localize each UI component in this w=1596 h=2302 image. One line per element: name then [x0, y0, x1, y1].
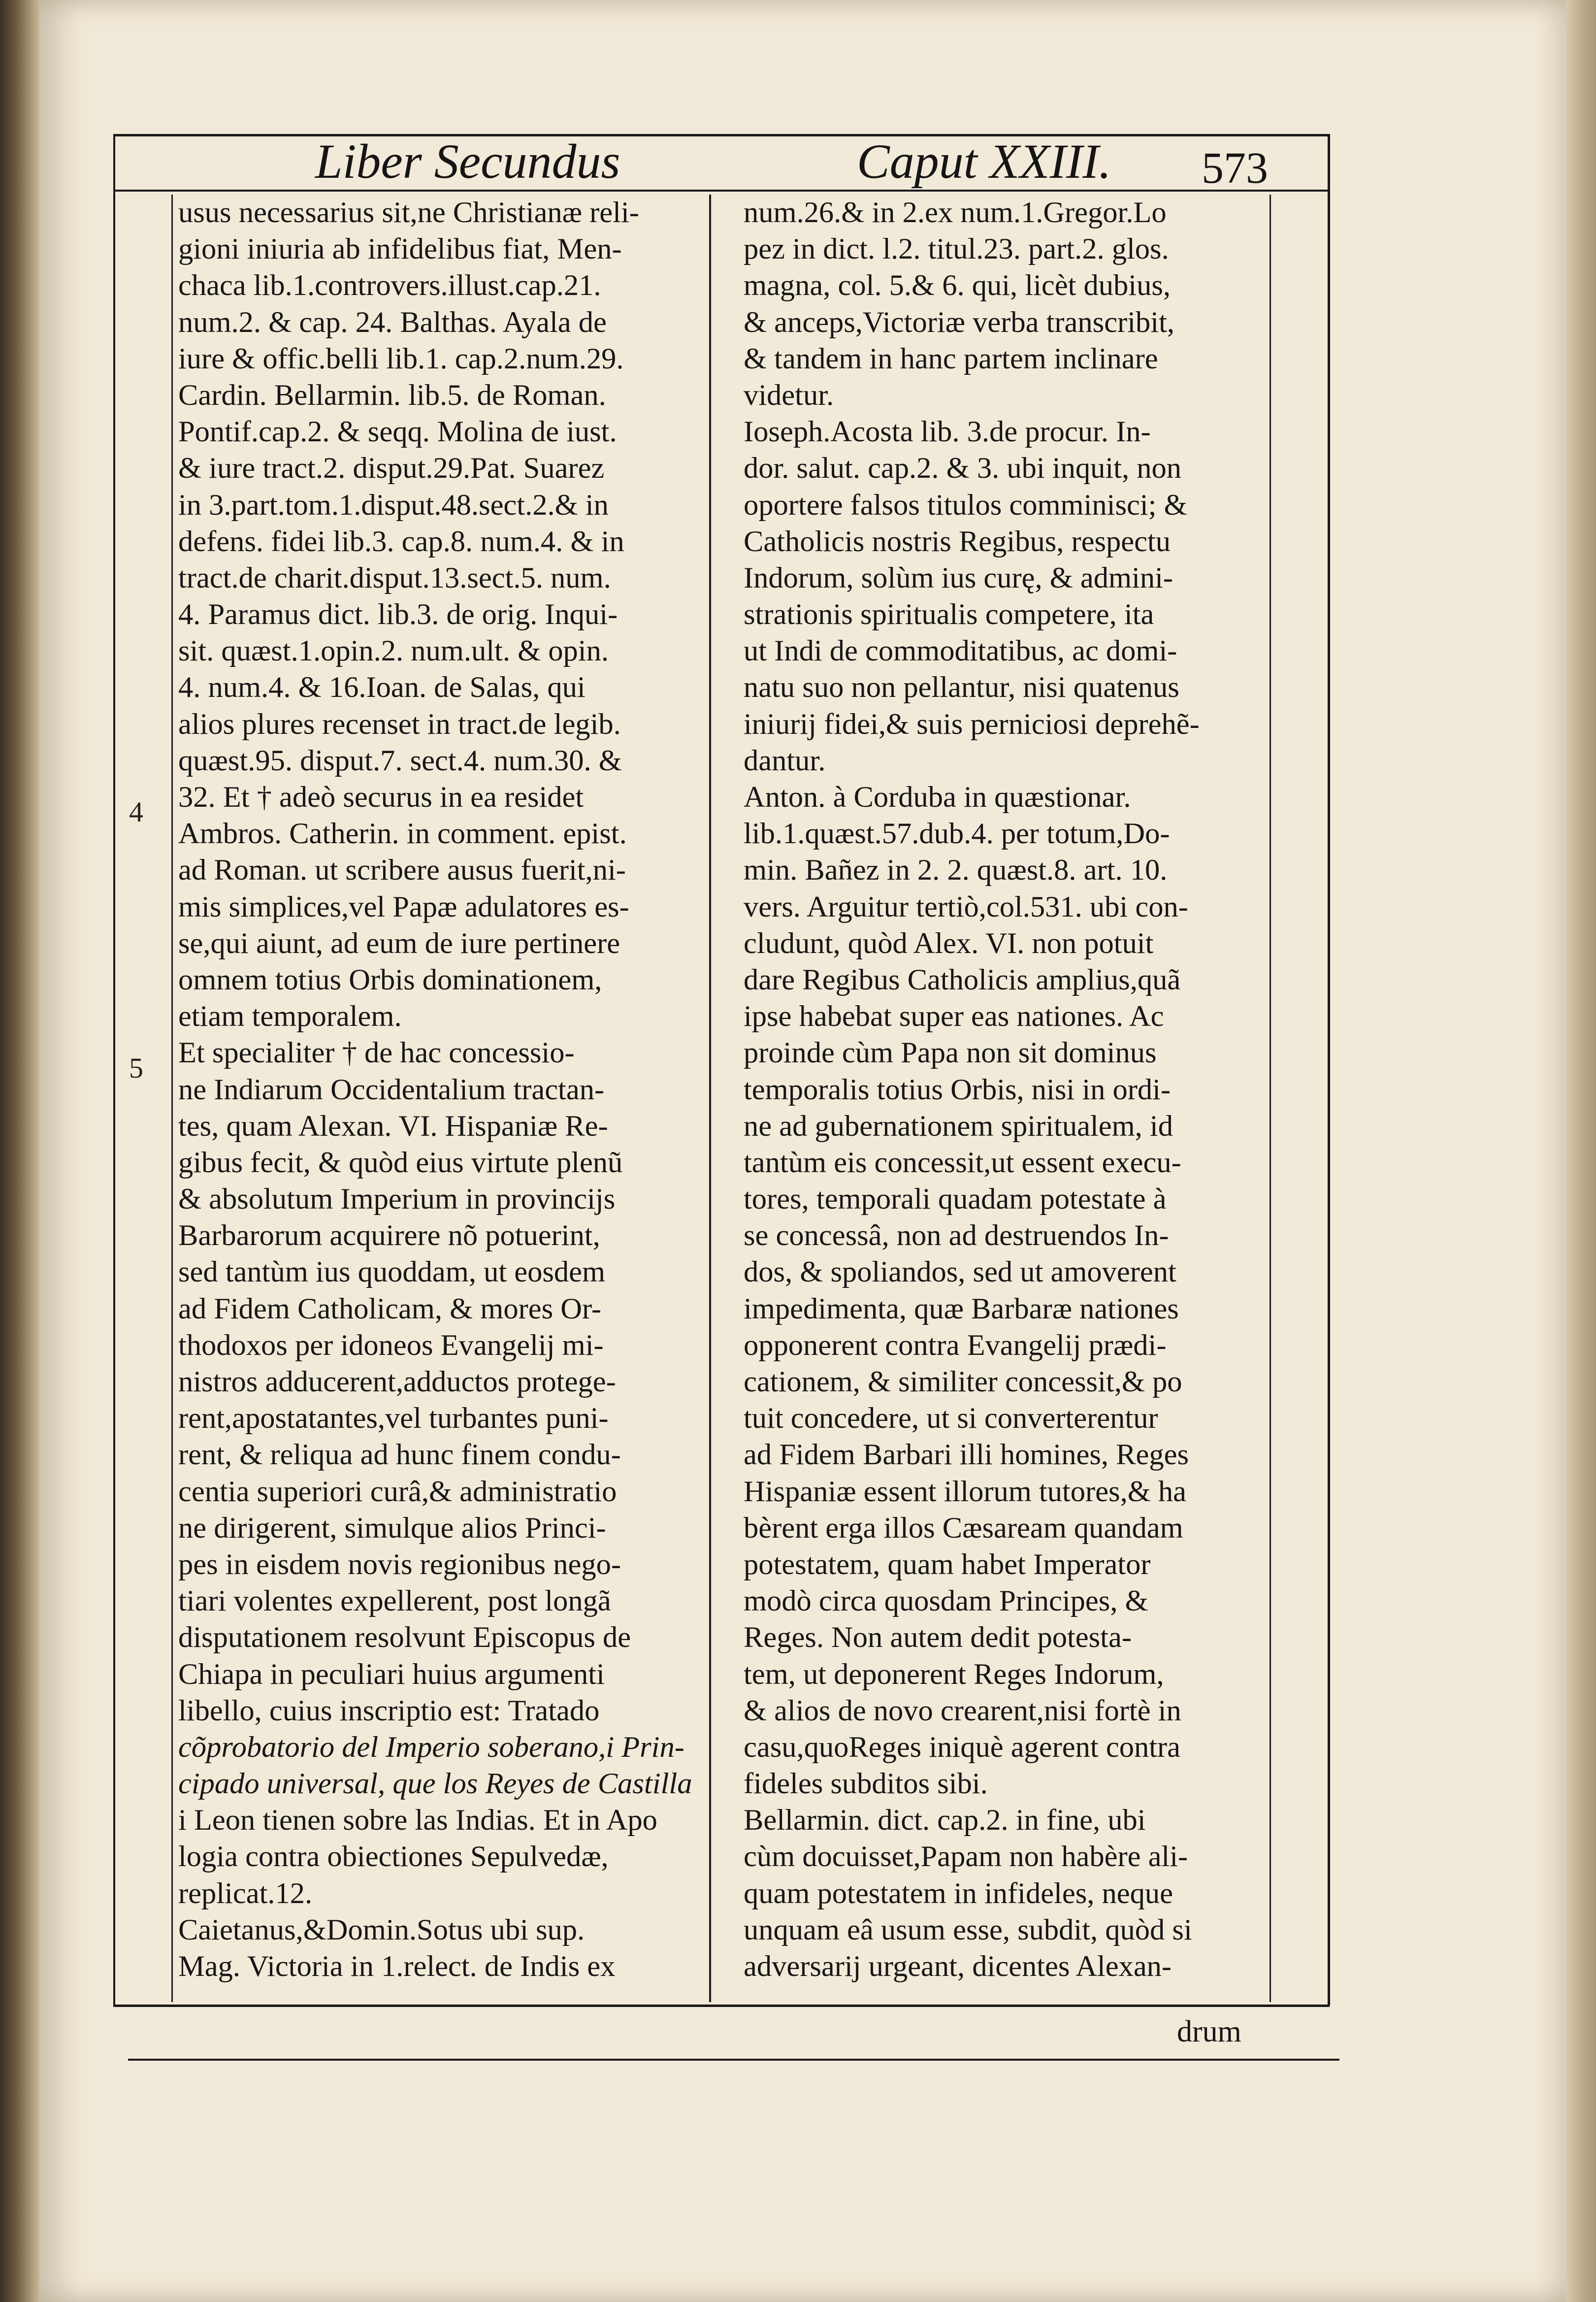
- text-line: natu suo non pellantur, nisi quatenus: [744, 671, 1179, 704]
- text-line: mis simplices,vel Papæ adulatores es-: [178, 890, 629, 923]
- text-line: cationem, & similiter concessit,& po: [744, 1365, 1182, 1398]
- text-line: tuit concedere, ut si converterentur: [744, 1402, 1158, 1435]
- book-gutter: [0, 0, 39, 2302]
- text-line: Reges. Non autem dedit potesta-: [744, 1621, 1132, 1654]
- text-line: bèrent erga illos Cæsaream quandam: [744, 1511, 1183, 1545]
- text-line: Cardin. Bellarmin. lib.5. de Roman.: [178, 378, 606, 412]
- text-line: omnem totius Orbis dominationem,: [178, 963, 602, 996]
- text-line: quam potestatem in infideles, neque: [744, 1876, 1173, 1910]
- text-line: tract.de charit.disput.13.sect.5. num.: [178, 561, 611, 594]
- text-line: tes, quam Alexan. VI. Hispaniæ Re-: [178, 1109, 608, 1143]
- text-line: i Leon tienen sobre las Indias. Et in Apo: [178, 1804, 657, 1837]
- text-line: disputationem resolvunt Episcopus de: [178, 1621, 631, 1654]
- text-line: chaca lib.1.controvers.illust.cap.21.: [178, 269, 601, 302]
- text-line: num.2. & cap. 24. Balthas. Ayala de: [178, 305, 607, 339]
- text-line: dantur.: [744, 744, 826, 777]
- text-line: Caietanus,&Domin.Sotus ubi sup.: [178, 1913, 585, 1946]
- text-line: impedimenta, quæ Barbaræ nationes: [744, 1292, 1179, 1325]
- header-rule: [113, 190, 1330, 192]
- text-line: ut Indi de commoditatibus, ac domi-: [744, 634, 1177, 668]
- text-line: dos, & spoliandos, sed ut amoverent: [744, 1255, 1176, 1289]
- text-line: nistros adducerent,adductos protege-: [178, 1365, 616, 1398]
- text-line: ne Indiarum Occidentalium tractan-: [178, 1073, 605, 1106]
- text-line: unquam eâ usum esse, subdit, quòd si: [744, 1913, 1192, 1946]
- text-line: Chiapa in peculiari huius argumenti: [178, 1657, 605, 1691]
- text-line: min. Bañez in 2. 2. quæst.8. art. 10.: [744, 854, 1168, 887]
- text-line: lib.1.quæst.57.dub.4. per totum,Do-: [744, 817, 1170, 851]
- text-line: tores, temporali quadam potestate à: [744, 1183, 1167, 1216]
- text-line: Ambros. Catherin. in comment. epist.: [178, 817, 627, 851]
- text-line: 4. Paramus dict. lib.3. de orig. Inqui-: [178, 598, 618, 631]
- page-number: 573: [1202, 144, 1268, 193]
- text-line: ad Roman. ut scribere ausus fuerit,ni-: [178, 854, 626, 887]
- text-line: oportere falsos titulos comminisci; &: [744, 488, 1187, 522]
- text-line: se concessâ, non ad destruendos In-: [744, 1219, 1169, 1252]
- text-line: se,qui aiunt, ad eum de iure pertinere: [178, 926, 620, 960]
- text-line: casu,quoReges iniquè agerent contra: [744, 1730, 1180, 1764]
- text-line: adversarij urgeant, dicentes Alexan-: [744, 1950, 1172, 1983]
- text-line: cludunt, quòd Alex. VI. non potuit: [744, 926, 1154, 960]
- text-line: dor. salut. cap.2. & 3. ubi inquit, non: [744, 452, 1181, 485]
- text-line: 4. num.4. & 16.Ioan. de Salas, qui: [178, 671, 586, 704]
- text-line: ipse habebat super eas nationes. Ac: [744, 1000, 1164, 1033]
- text-line: replicat.12.: [178, 1876, 313, 1910]
- text-line: fideles subditos sibi.: [744, 1767, 988, 1801]
- text-line: logia contra obiectiones Sepulvedæ,: [178, 1840, 609, 1874]
- text-line: defens. fidei lib.3. cap.8. num.4. & in: [178, 525, 624, 558]
- left-column-inner-rule: [171, 195, 173, 2002]
- text-line: magna, col. 5.& 6. qui, licèt dubius,: [744, 269, 1171, 302]
- foot-rule: [128, 2059, 1339, 2061]
- text-line: Pontif.cap.2. & seqq. Molina de iust.: [178, 415, 617, 449]
- margin-note-4: 4: [129, 796, 143, 828]
- text-line: quæst.95. disput.7. sect.4. num.30. &: [178, 744, 622, 777]
- text-line: cipado universal, que los Reyes de Castilla: [178, 1767, 692, 1801]
- text-line: & absolutum Imperium in provincijs: [178, 1183, 616, 1216]
- left-frame-rule: [113, 134, 115, 2006]
- text-line: etiam temporalem.: [178, 1000, 402, 1033]
- text-line: tantùm eis concessit,ut essent execu-: [744, 1146, 1181, 1179]
- text-line: Catholicis nostris Regibus, respectu: [744, 525, 1171, 558]
- text-line: opponerent contra Evangelij prædi-: [744, 1328, 1167, 1362]
- text-line: ad Fidem Catholicam, & mores Or-: [178, 1292, 602, 1325]
- text-line: & alios de novo crearent,nisi fortè in: [744, 1694, 1181, 1727]
- text-line: cùm docuisset,Papam non habère ali-: [744, 1840, 1188, 1874]
- text-line: tem, ut deponerent Reges Indorum,: [744, 1657, 1164, 1691]
- text-line: Et specialiter † de hac concessio-: [178, 1036, 575, 1070]
- margin-note-5: 5: [129, 1052, 143, 1084]
- text-line: Anton. à Corduba in quæstionar.: [744, 781, 1131, 814]
- text-line: dare Regibus Catholicis amplius,quã: [744, 963, 1181, 996]
- text-line: usus necessarius sit,ne Christianæ reli-: [178, 196, 639, 229]
- left-text-column: [178, 195, 695, 1985]
- text-line: Mag. Victoria in 1.relect. de Indis ex: [178, 1950, 616, 1983]
- running-title-left: Liber Secundus: [315, 134, 620, 189]
- text-line: sit. quæst.1.opin.2. num.ult. & opin.: [178, 634, 609, 668]
- text-line: temporalis totius Orbis, nisi in ordi-: [744, 1073, 1171, 1106]
- text-line: gioni iniuria ab infidelibus fiat, Men-: [178, 232, 622, 266]
- bottom-rule: [113, 2005, 1330, 2007]
- text-line: Bellarmin. dict. cap.2. in fine, ubi: [744, 1804, 1146, 1837]
- page-edge: [1566, 0, 1596, 2302]
- catchword: drum: [1177, 2015, 1241, 2048]
- text-line: modò circa quosdam Principes, &: [744, 1584, 1148, 1618]
- text-line: pez in dict. l.2. titul.23. part.2. glos.: [744, 232, 1169, 266]
- text-line: Ioseph.Acosta lib. 3.de procur. In-: [744, 415, 1151, 449]
- text-line: & iure tract.2. disput.29.Pat. Suarez: [178, 452, 605, 485]
- text-line: iniurij fidei,& suis perniciosi deprehẽ-: [744, 707, 1200, 741]
- text-line: num.26.& in 2.ex num.1.Gregor.Lo: [744, 196, 1167, 229]
- text-line: tiari volentes expellerent, post longã: [178, 1584, 611, 1618]
- text-line: potestatem, quam habet Imperator: [744, 1547, 1151, 1581]
- right-column-inner-rule: [1270, 195, 1271, 2002]
- text-line: vers. Arguitur tertiò,col.531. ubi con-: [744, 890, 1188, 923]
- text-line: ne ad gubernationem spiritualem, id: [744, 1109, 1173, 1143]
- text-line: libello, cuius inscriptio est: Tratado: [178, 1694, 600, 1727]
- text-line: videtur.: [744, 378, 834, 412]
- text-line: & tandem in hanc partem inclinare: [744, 342, 1158, 375]
- text-line: thodoxos per idoneos Evangelij mi-: [178, 1328, 604, 1362]
- text-line: ne dirigerent, simulque alios Princi-: [178, 1511, 606, 1545]
- column-divider-rule: [709, 195, 711, 2002]
- text-line: rent, & reliqua ad hunc finem condu-: [178, 1438, 621, 1472]
- text-line: centia superiori curâ,& administratio: [178, 1475, 617, 1508]
- text-line: & anceps,Victoriæ verba transcribit,: [744, 305, 1175, 339]
- text-line: strationis spiritualis competere, ita: [744, 598, 1154, 631]
- text-line: proinde cùm Papa non sit dominus: [744, 1036, 1157, 1070]
- text-line: ad Fidem Barbari illi homines, Reges: [744, 1438, 1189, 1472]
- text-line: Barbarorum acquirere nõ potuerint,: [178, 1219, 600, 1252]
- right-frame-rule: [1328, 134, 1330, 2006]
- text-line: in 3.part.tom.1.disput.48.sect.2.& in: [178, 488, 609, 522]
- text-line: gibus fecit, & quòd eius virtute plenũ: [178, 1146, 623, 1179]
- text-line: cõprobatorio del Imperio soberano,i Prin-: [178, 1730, 684, 1764]
- text-line: Hispaniæ essent illorum tutores,& ha: [744, 1475, 1186, 1508]
- text-line: Indorum, solùm ius curę, & admini-: [744, 561, 1173, 594]
- text-line: pes in eisdem novis regionibus nego-: [178, 1547, 621, 1581]
- text-line: alios plures recenset in tract.de legib.: [178, 707, 621, 741]
- right-text-column: [744, 195, 1261, 1985]
- top-rule: [113, 134, 1330, 136]
- text-line: 32. Et † adeò securus in ea residet: [178, 781, 584, 814]
- text-line: iure & offic.belli lib.1. cap.2.num.29.: [178, 342, 624, 375]
- text-line: sed tantùm ius quoddam, ut eosdem: [178, 1255, 606, 1289]
- text-line: rent,apostatantes,vel turbantes puni-: [178, 1402, 609, 1435]
- running-title-right: Caput XXIII.: [857, 134, 1111, 189]
